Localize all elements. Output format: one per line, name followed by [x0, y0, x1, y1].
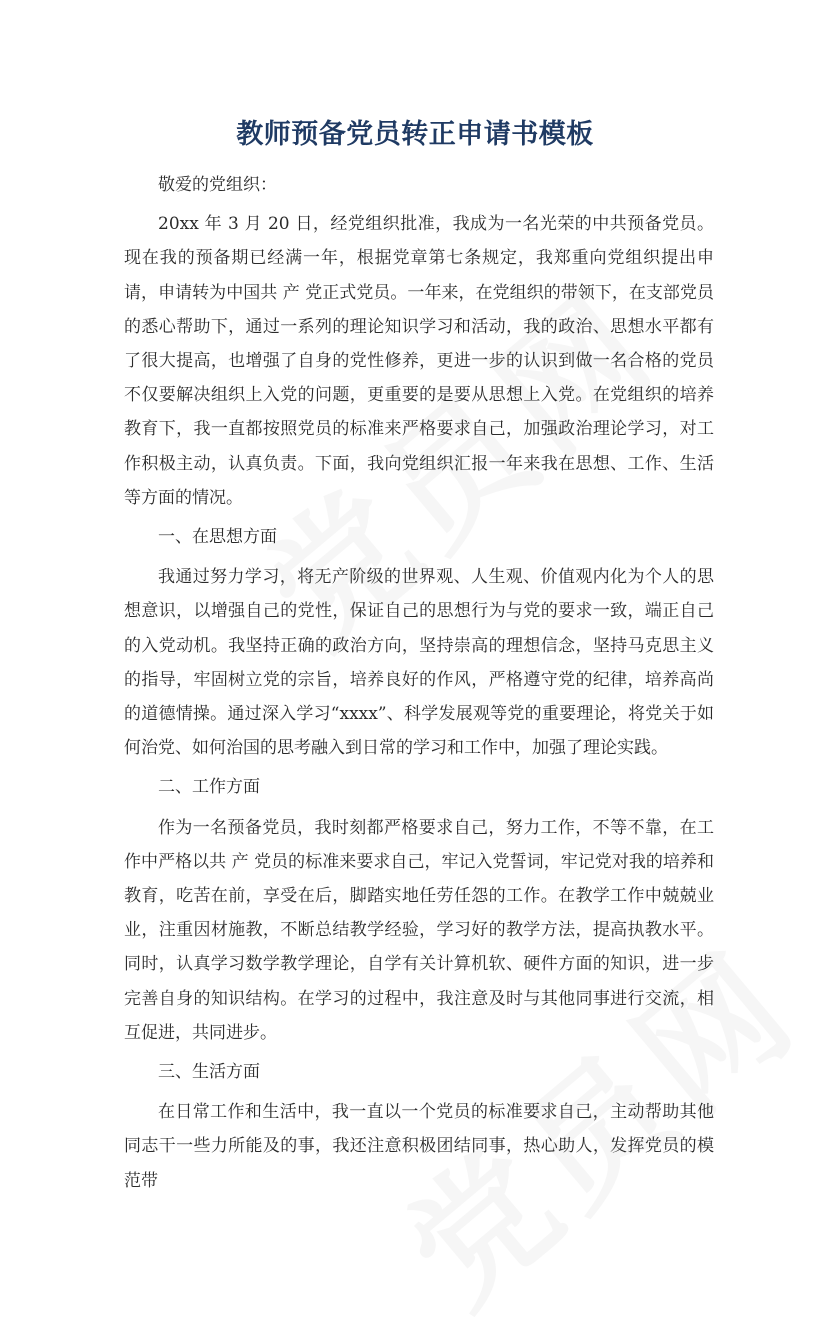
- salutation: 敬爱的党组织：: [158, 175, 277, 195]
- section-heading-work: 二、工作方面: [158, 777, 260, 798]
- section-heading-life: 三、生活方面: [158, 1062, 260, 1083]
- document-title: 教师预备党员转正申请书模板: [236, 119, 594, 150]
- section-text-thought: 我通过努力学习，将无产阶级的世界观、人生观、价值观内化为个人的思想意识，以增强自己的党性，保证自己的思想行为与党的要求一致，端正自己的入党动机。我坚持正确的政治方向，坚持崇高的理想信念，坚持马克思主义的指导，牢固树立党的宗旨，培养良好的作风，严格遵守党的纪律，培养高尚的道德情操。通过深入学习“xxxx”、科学发展观等党的重要理论，将党关于如何治党、如何治国的思考融入到日常的学习和工作中，加强了理论实践。: [124, 567, 714, 759]
- intro-paragraph: 20xx 年 3 月 20 日，经党组织批准，我成为一名光荣的中共预备党员。现在我的预备期已经满一年，根据党章第七条规定，我郑重向党组织提出申请，申请转为中国共 产 党正式党员。一年来，在党组织的带领下，在支部党员的悉心帮助下，通过一系列的理论知识学习和活动，我的政治、思想水平都有了很大提高，也增强了自身的党性修养，更进一步的认识到做一名合格的党员不仅要解决组织上入党的问题，更重要的是要从思想上入党。在党组织的培养教育下，我一直都按照党员的标准来严格要求自己，加强政治理论学习，对工作积极主动，认真负责。下面，我向党组织汇报一年来我在思想、工作、生活等方面的情况。: [124, 214, 714, 508]
- document-body: [124, 168, 714, 1203]
- section-text-life: 在日常工作和生活中，我一直以一个党员的标准要求自己，主动帮助其他同志干一些力所能及的事，我还注意积极团结同事，热心助人，发挥党员的模范带: [124, 1102, 714, 1191]
- section-text-work: 作为一名预备党员，我时刻都严格要求自己，努力工作，不等不靠，在工作中严格以共 产 党员的标准来要求自己，牢记入党誓词，牢记党对我的培养和教育，吃苦在前，享受在后，脚踏实地任劳任怨的工作。在教学工作中兢兢业业，注重因材施教，不断总结教学经验，学习好的教学方法，提高执教水平。同时，认真学习数学教学理论，自学有关计算机软、硬件方面的知识，进一步完善自身的知识结构。在学习的过程中，我注意及时与其他同事进行交流，相互促进，共同进步。: [124, 817, 714, 1043]
- section-heading-thought: 一、在思想方面: [158, 527, 277, 548]
